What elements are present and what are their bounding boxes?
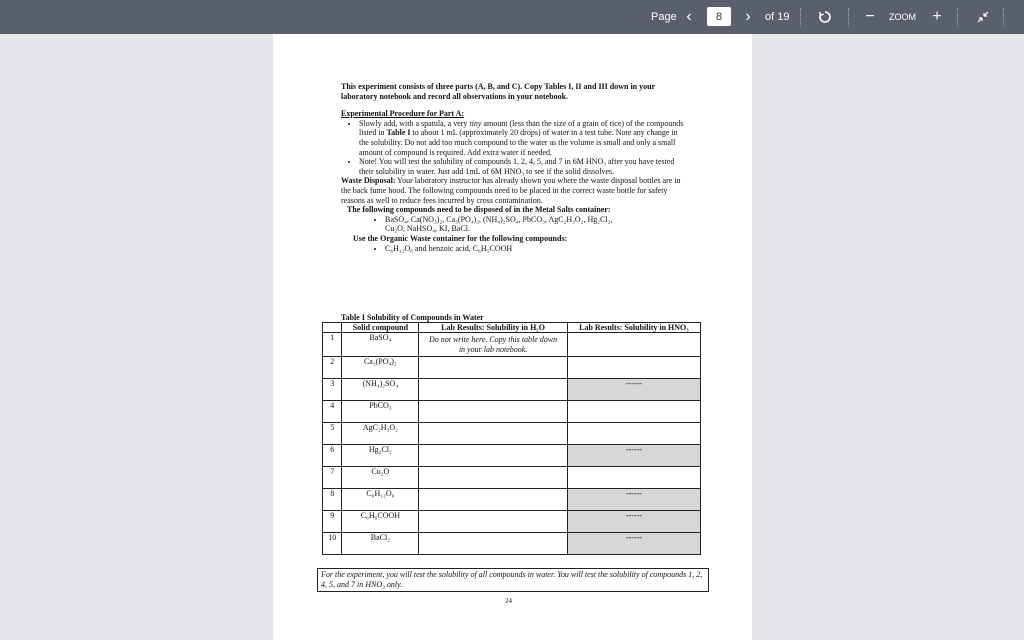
list-item: • BaSO₄, Ca(NO₃)₂, Ca₃(PO₄)₂, (NH₄)₂SO₄, PbCO₃, AgC₂H₃O₂, Hg₂Cl₂, (385, 215, 686, 225)
rotate-button[interactable] (815, 0, 835, 34)
zoom-in-button[interactable]: + (932, 8, 942, 25)
metal-list (341, 215, 686, 234)
table-row: 1 BaSO₄ Do not write here. Copy this table down in your lab notebook. (323, 333, 701, 357)
prev-page-button[interactable]: ‹ (686, 8, 692, 25)
metal-heading: The following compounds need to be disposed of in the Metal Salts container: (347, 205, 611, 215)
table-row: 3 (NH₄)₂SO₄ ------ (323, 379, 701, 401)
table-row: 9 C₆H₅COOH ------ (323, 511, 701, 533)
divider (848, 8, 849, 26)
page-count: of 19 (765, 11, 790, 23)
table-title: Table I Solubility of Compounds in Water (341, 313, 484, 322)
list-item: • Note! You will test the solubility of compounds 1, 2, 4, 5, and 7 in 6M HNO₃ after you have tested their solubility in water. Just add 1mL of 6M HNO₃ to see if the solid dissolves. (359, 157, 686, 176)
header-num (323, 323, 342, 333)
organic-list (341, 244, 686, 254)
toolbar (0, 0, 1024, 34)
table-note: Do not write here. Copy this table down in your lab notebook. (428, 335, 558, 354)
divider (1003, 8, 1004, 26)
table-row: 8 C₆H₁₂O₆ ------ (323, 489, 701, 511)
table-row: 6 Hg₂Cl₂ ------ (323, 445, 701, 467)
footer-note: For the experiment, you will test the solubility of all compounds in water. You will test the solubility of compounds 1, 2, 4, 5, and 7 in HNO₃ only. (317, 568, 709, 592)
document-page (273, 34, 752, 640)
list-item: • C₆H₁₂O₆ and benzoic acid, C₆H₅COOH (385, 244, 686, 254)
zoom-out-button[interactable]: − (865, 8, 875, 25)
rotate-icon (818, 10, 832, 24)
page-label: Page (651, 11, 677, 23)
table-row: 10 BaCl₂ ------ (323, 533, 701, 555)
header-hno3: Lab Results: Solubility in HNO₃ (567, 323, 700, 333)
header-solid: Solid compound (342, 323, 419, 333)
page-number: 24 (505, 597, 512, 605)
solubility-table (322, 322, 701, 555)
procedure-heading: Experimental Procedure for Part A: (341, 109, 465, 119)
collapse-icon (977, 11, 989, 23)
procedure-list (341, 119, 686, 177)
divider (957, 8, 958, 26)
organic-heading: Use the Organic Waste container for the following compounds: (353, 233, 568, 243)
table-row: 5 AgC₂H₃O₂ (323, 423, 701, 445)
page-content (341, 82, 686, 253)
intro-paragraph: This experiment consists of three parts (A, B, and C). Copy Tables I, II and III down in your laboratory notebook and record all observations in your notebook. (341, 82, 655, 101)
page-number-input[interactable] (707, 7, 731, 26)
zoom-label: ZOOM (889, 12, 916, 22)
table-row: 4 PbCO₃ (323, 401, 701, 423)
list-item: • Slowly add, with a spatula, a very tiny amount (less than the size of a grain of rice) of the compounds listed in Table I to about 1 mL (approximately 20 drops) of water in a test tube. Note any change in the solubility. Do not add too much compound to the water as the volume is small and only a small amount of compound is required. Add extra water if needed. (359, 119, 686, 157)
table-row: 7 Cu₂O (323, 467, 701, 489)
table-row: 2 Ca₃(PO₄)₂ (323, 357, 701, 379)
waste-paragraph: Waste Disposal: Your laboratory instructor has already shown you where the waste disposal bottles are in the back fume hood. The following compounds need to be placed in the correct waste bottle for safety reasons as well to reduce fees incurred by cross contamination. (341, 176, 681, 205)
exit-fullscreen-button[interactable] (974, 0, 992, 34)
list-item: Cu₂O, NaHSO₄, KI, BaCl. (385, 224, 470, 234)
header-h2o: Lab Results: Solubility in H₂O (419, 323, 568, 333)
next-page-button[interactable]: › (745, 8, 751, 25)
divider (800, 8, 801, 26)
